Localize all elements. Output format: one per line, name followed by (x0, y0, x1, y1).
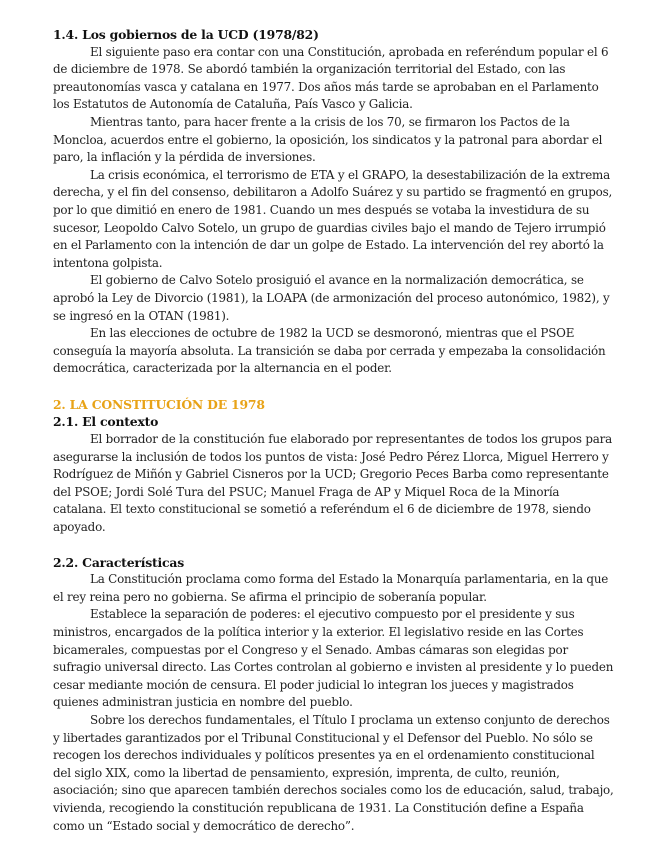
section-2-1-paragraph-1: El borrador de la constitución fue elaborado por representantes de todos los grupos para asegurarse la inclusión de todos los puntos de vista: José Pedro Pérez Llorca, Miguel Herrero y Rodríguez de Miñón y Gabriel Cisneros por la UCD; Gregorio Peces Barba como representante del PSOE; Jordi Solé Tura del PSUC; Manuel Fraga de AP y Miquel Roca de la Minoría catalana. El texto constitucional se sometió a referéndum el 6 de diciembre de 1978, siendo apoyado. (53, 432, 613, 535)
section-2-2-paragraph-3: Sobre los derechos fundamentales, el Título I proclama un extenso conjunto de derechos y libertades garantizados por el Tribunal Constitucional y el Defensor del Pueblo. No sólo se recogen los derechos individuales y políticos presentes ya en el ordenamiento constitucional del siglo XIX, como la libertad de pensamiento, expresión, imprenta, de culto, reunión, asociación; sino que aparecen también derechos sociales como los de educación, salud, trabajo, vivienda, recogiendo la constitución republicana de 1931. La Constitución define a España como un “Estado social y democrático de derecho”. (53, 712, 614, 833)
section-2-2-paragraph-2: Establece la separación de poderes: el ejecutivo compuesto por el presidente y sus ministros, encargados de la política interior y la exterior. El legislativo reside en las Cortes bicamerales, compuestas por el Congreso y el Senado. Ambas cámaras son elegidas por sufragio universal directo. Las Cortes controlan al gobierno e invisten al presidente y lo pueden cesar mediante moción de censura. El poder judicial lo integran los jueces y magistrados quienes administran justicia en nombre del pueblo. (53, 607, 614, 710)
section-1-4-paragraph-3: La crisis económica, el terrorismo de ETA y el GRAPO, la desestabilización de la extrema derecha, y el fin del consenso, debilitaron a Adolfo Suárez y su partido se fragmentó en grupos, por lo que dimitió en enero de 1981. Cuando un mes después se votaba la investidura de su sucesor, Leopoldo Calvo Sotelo, un grupo de guardias civiles bajo el mando de Tejero irrumpió en el Parlamento con la intención de dar un golpe de Estado. La intervención del rey abortó la intentona golpista. (53, 167, 613, 270)
section-2-2-heading: 2.2. Características (53, 554, 184, 570)
section-1-4-paragraph-1: El siguiente paso era contar con una Constitución, aprobada en referéndum popular el 6 de diciembre de 1978. Se abordó también la organización territorial del Estado, con las preautonomías vasca y catalana en 1977. Dos años más tarde se aprobaban en el Parlamento los Estatutos de Autonomía de Cataluña, País Vasco y Galicia. (53, 44, 609, 112)
section-2-1-heading: 2.1. El contexto (53, 414, 159, 430)
section-1-4-paragraph-2: Mientras tanto, para hacer frente a la crisis de los 70, se firmaron los Pactos de la Moncloa, acuerdos entre el gobierno, la oposición, los sindicatos y la patronal para abordar el paro, la inflación y la pérdida de inversiones. (53, 114, 603, 165)
section-1-4-heading: 1.4. Los gobiernos de la UCD (1978/82) (53, 27, 319, 42)
section-2-2-paragraph-1: La Constitución proclama como forma del Estado la Monarquía parlamentaria, en la que el rey reina pero no gobierna. Se afirma el principio de soberanía popular. (53, 572, 609, 604)
document-page (53, 26, 615, 835)
section-2-heading: 2. LA CONSTITUCIÓN DE 1978 (53, 396, 265, 412)
section-1-4-paragraph-5: En las elecciones de octubre de 1982 la UCD se desmoronó, mientras que el PSOE conseguía la mayoría absoluta. La transición se daba por cerrada y empezaba la consolidación democrática, caracterizada por la alternancia en el poder. (53, 326, 606, 376)
section-1-4-paragraph-4: El gobierno de Calvo Sotelo prosiguió el avance en la normalización democrática, se aprobó la Ley de Divorcio (1981), la LOAPA (de armonización del proceso autonómico, 1982), y se ingresó en la OTAN (1981). (53, 273, 610, 323)
